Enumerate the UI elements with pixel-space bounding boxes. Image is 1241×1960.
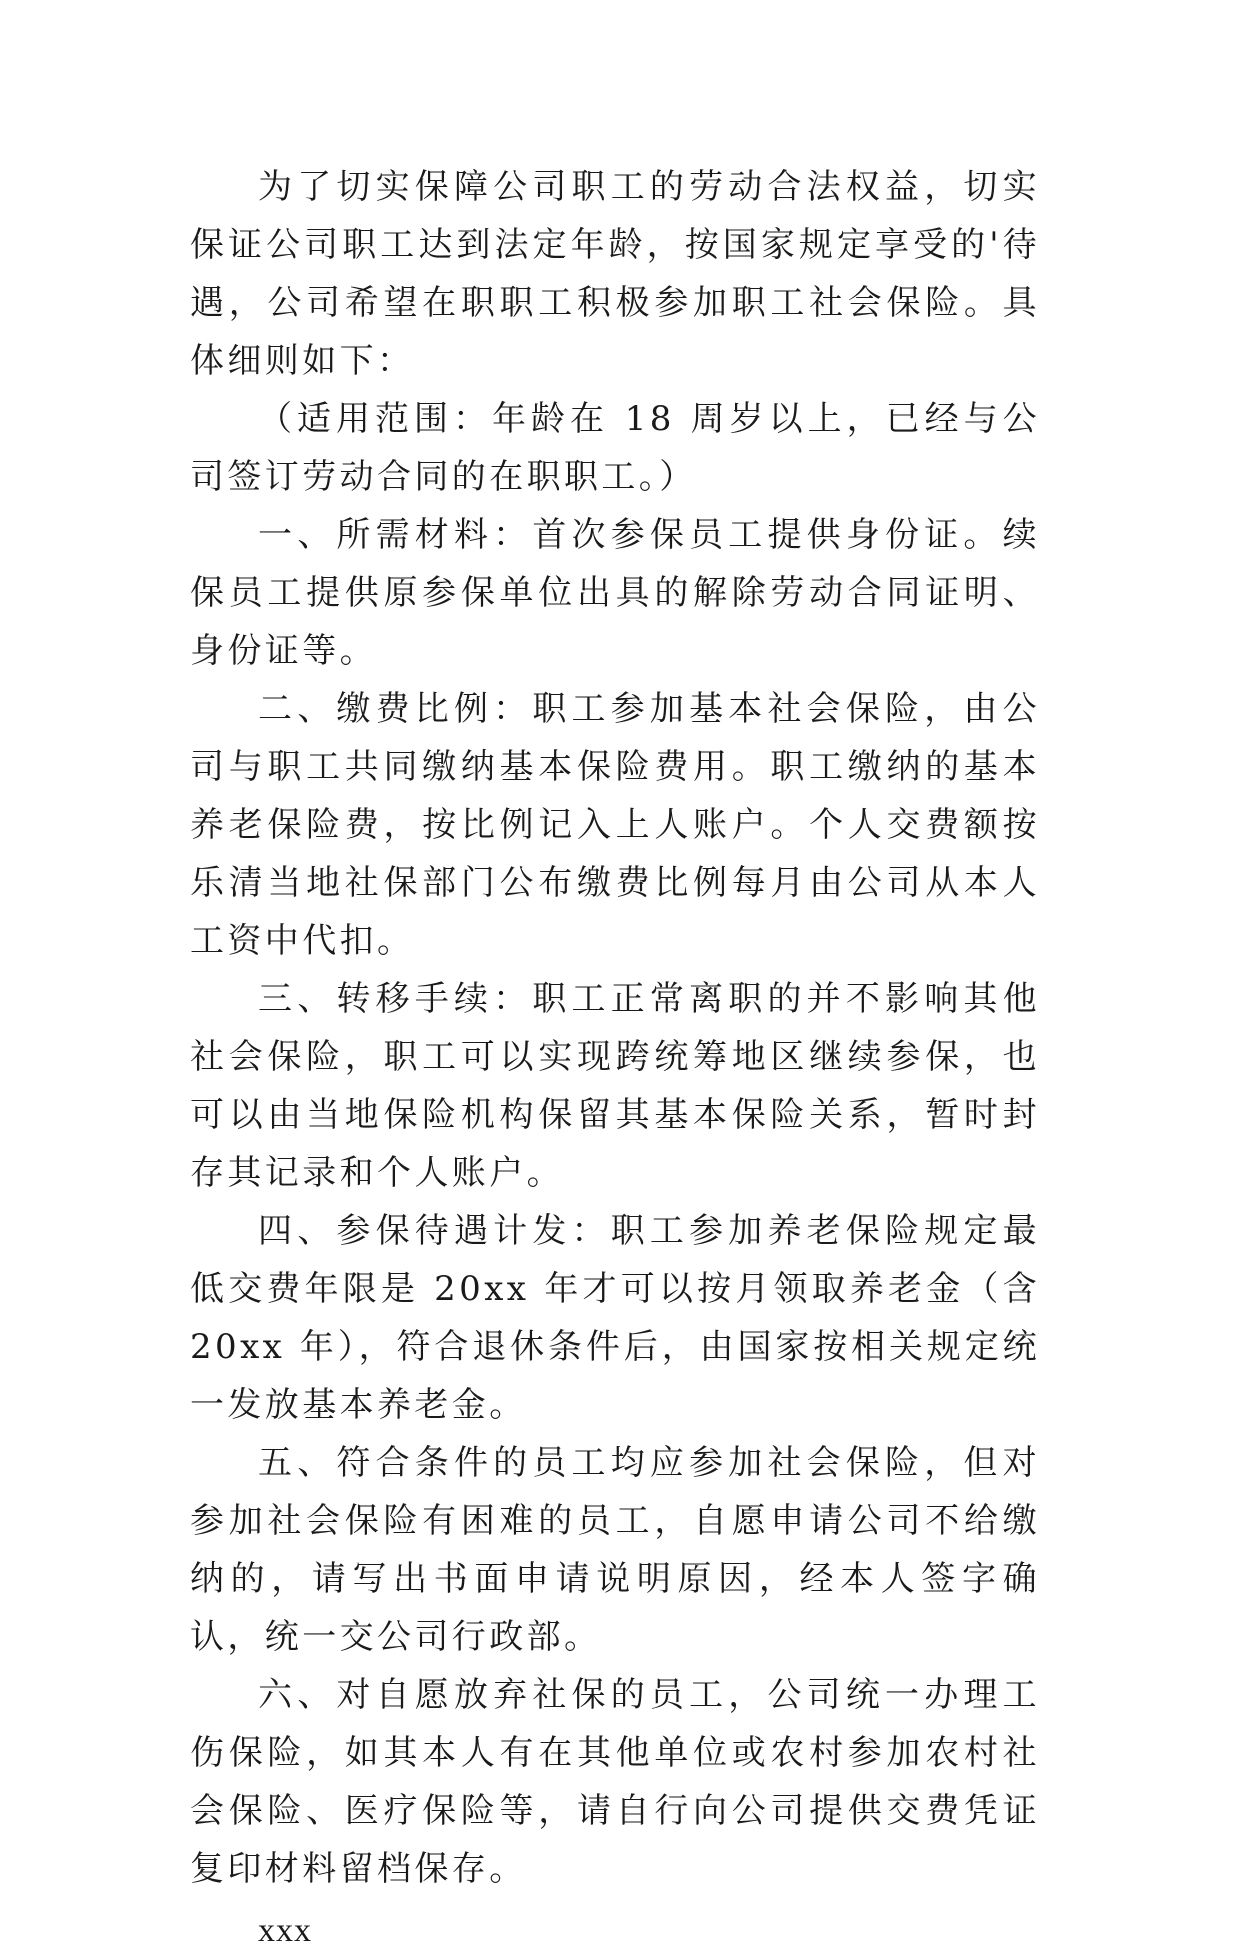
transfer-paragraph: 三、转移手续：职工正常离职的并不影响其他社会保险，职工可以实现跨统筹地区继续参保，也可以由当地保险机构保留其基本保险关系，暂时封存其记录和个人账户。 [190, 979, 1040, 1193]
intro-paragraph: 为了切实保障公司职工的劳动合法权益，切实保证公司职工达到法定年龄，按国家规定享受的'待遇，公司希望在职职工积极参加职工社会保险。具体细则如下： [190, 167, 1040, 381]
waiver-paragraph: 六、对自愿放弃社保的员工，公司统一办理工伤保险，如其本人有在其他单位或农村参加农村社会保险、医疗保险等，请自行向公司提供交费凭证复印材料留档保存。 [190, 1675, 1040, 1889]
scope-paragraph: （适用范围：年龄在 18 周岁以上，已经与公司签订劳动合同的在职职工。） [190, 399, 1040, 497]
eligibility-paragraph: 五、符合条件的员工均应参加社会保险，但对参加社会保险有困难的员工，自愿申请公司不给缴纳的，请写出书面申请说明原因，经本人签字确认，统一交公司行政部。 [190, 1443, 1040, 1657]
payment-ratio-paragraph: 二、缴费比例：职工参加基本社会保险，由公司与职工共同缴纳基本保险费用。职工缴纳的基本养老保险费，按比例记入上人账户。个人交费额按乐清当地社保部门公布缴费比例每月由公司从本人工资中代扣。 [190, 689, 1040, 961]
signature: xxx [258, 1912, 312, 1949]
document-body [190, 158, 1040, 1960]
benefits-paragraph: 四、参保待遇计发：职工参加养老保险规定最低交费年限是 20xx 年才可以按月领取养老金（含 20xx 年），符合退休条件后，由国家按相关规定统一发放基本养老金。 [190, 1211, 1040, 1425]
materials-paragraph: 一、所需材料：首次参保员工提供身份证。续保员工提供原参保单位出具的解除劳动合同证明、身份证等。 [190, 515, 1040, 671]
